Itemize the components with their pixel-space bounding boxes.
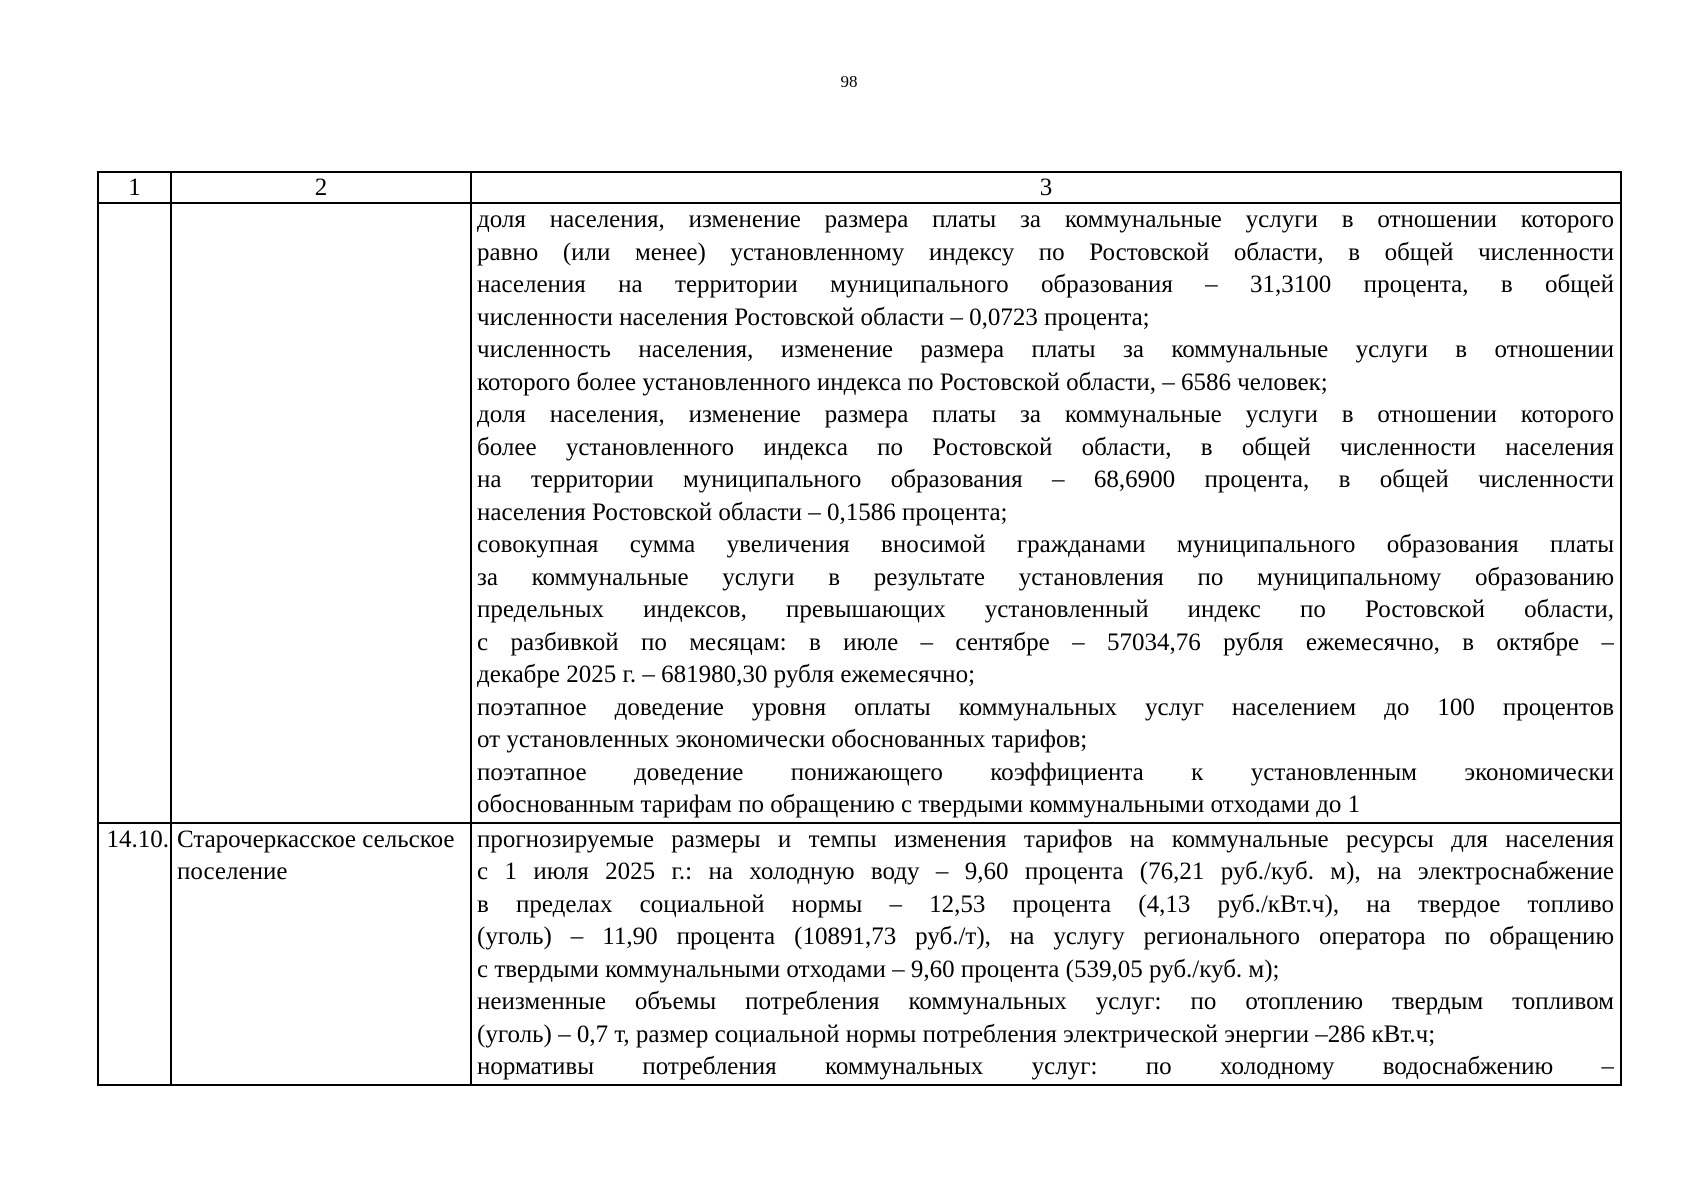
header-cell-1: 1	[98, 172, 171, 203]
text-line: нормативы потребления коммунальных услуг: по холодному водоснабжению –	[477, 1053, 1614, 1080]
data-table	[97, 171, 1622, 1086]
row-text-cell	[471, 823, 1621, 1085]
text-line: (уголь) – 11,90 процента (10891,73 руб./т), на услугу регионального оператора по обращению	[477, 923, 1614, 950]
text-line: на территории муниципального образования – 68,6900 процента, в общей численности	[477, 466, 1614, 493]
row-name-cell	[171, 203, 471, 823]
text-line: обоснованным тарифам по обращению с твердыми коммунальными отходами до 1	[477, 791, 1361, 818]
text-line: поэтапное доведение уровня оплаты коммунальных услуг населением до 100 процентов	[477, 693, 1614, 721]
text-line: (уголь) – 0,7 т, размер социальной нормы потребления электрической энергии –286 кВт.ч;	[477, 1020, 1436, 1048]
row-text-cell	[471, 203, 1621, 823]
text-line: численность населения, изменение размера платы за коммунальные услуги в отношении	[477, 336, 1614, 363]
header-cell-3: 3	[471, 172, 1621, 203]
text-line: населения Ростовской области – 0,1586 процента;	[477, 498, 1008, 526]
row-number-cell	[98, 203, 171, 823]
row-name-cell: Старочеркасское сельское поселение	[171, 823, 471, 1085]
text-line: равно (или менее) установленному индексу по Ростовской области, в общей численности	[477, 238, 1614, 266]
row-text-lines	[477, 204, 1614, 822]
row-text-lines	[477, 824, 1614, 1084]
text-line: от установленных экономически обоснованных тарифов;	[477, 726, 1088, 753]
text-line: с твердыми коммунальными отходами – 9,60 процента (539,05 руб./куб. м);	[477, 955, 1280, 983]
text-line: предельных индексов, превышающих установленный индекс по Ростовской области,	[477, 596, 1614, 623]
header-cell-2: 2	[171, 172, 471, 203]
text-line: за коммунальные услуги в результате установления по муниципальному образованию	[477, 563, 1614, 591]
text-line: которого более установленного индекса по Ростовской области, – 6586 человек;	[477, 368, 1328, 396]
page-number: 98	[840, 72, 858, 91]
table-row	[98, 203, 1621, 823]
text-line: декабре 2025 г. – 681980,30 рубля ежемесячно;	[477, 661, 976, 688]
table-header-row	[98, 172, 1621, 203]
table-row	[98, 823, 1621, 1085]
text-line: поэтапное доведение понижающего коэффициента к установленным экономически	[477, 758, 1614, 786]
text-line: с разбивкой по месяцам: в июле – сентябре – 57034,76 рубля ежемесячно, в октябре –	[477, 628, 1614, 656]
row-number-cell: 14.10.	[98, 823, 171, 1085]
text-line: прогнозируемые размеры и темпы изменения тарифов на коммунальные ресурсы для населения	[477, 825, 1614, 853]
text-line: с 1 июля 2025 г.: на холодную воду – 9,60 процента (76,21 руб./куб. м), на электроснабжение	[477, 858, 1614, 885]
text-line: совокупная сумма увеличения вносимой гражданами муниципального образования платы	[477, 531, 1614, 558]
text-line: численности населения Ростовской области – 0,0723 процента;	[477, 303, 1150, 331]
text-line: в пределах социальной нормы – 12,53 процента (4,13 руб./кВт.ч), на твердое топливо	[477, 890, 1614, 918]
text-line: доля населения, изменение размера платы за коммунальные услуги в отношении которого	[477, 206, 1614, 233]
text-line: доля населения, изменение размера платы за коммунальные услуги в отношении которого	[477, 401, 1614, 428]
text-line: неизменные объемы потребления коммунальных услуг: по отоплению твердым топливом	[477, 988, 1614, 1015]
text-line: населения на территории муниципального образования – 31,3100 процента, в общей	[477, 271, 1614, 298]
text-line: более установленного индекса по Ростовской области, в общей численности населения	[477, 433, 1614, 461]
